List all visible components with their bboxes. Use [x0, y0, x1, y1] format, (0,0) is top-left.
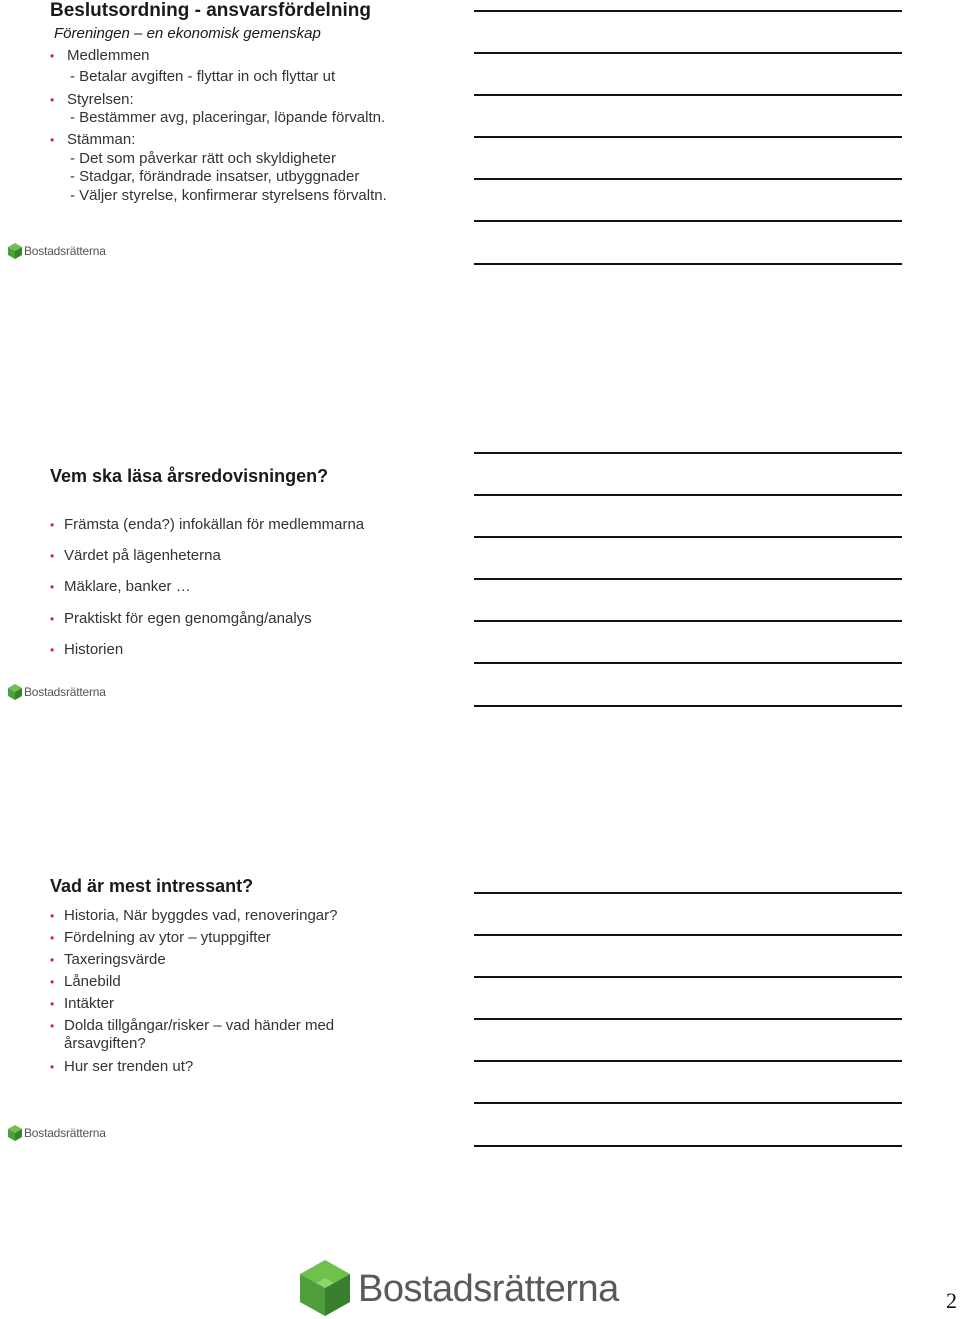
note-line	[474, 1060, 902, 1062]
note-line	[474, 892, 902, 894]
note-line	[474, 536, 902, 538]
note-line	[474, 934, 902, 936]
bullet-icon: •	[50, 49, 55, 63]
bullet-icon: •	[50, 643, 55, 657]
note-line	[474, 136, 902, 138]
note-line	[474, 976, 902, 978]
cube-logo-icon	[8, 1125, 22, 1141]
slide-title: Vad är mest intressant?	[50, 876, 254, 896]
note-line	[474, 620, 902, 622]
note-line	[474, 10, 902, 12]
bullet-icon: •	[50, 580, 55, 594]
bullet-icon: •	[50, 549, 55, 563]
bullet-icon: •	[50, 931, 55, 945]
list-subitem: - Betalar avgiften - flyttar in och flyttar ut	[70, 68, 336, 85]
bullet-icon: •	[50, 1019, 55, 1033]
page-number: 2	[946, 1288, 957, 1313]
note-line	[474, 1145, 902, 1147]
bullet-icon: •	[50, 133, 55, 147]
note-line	[474, 452, 902, 454]
list-subitem: - Väljer styrelse, konfirmerar styrelsens förvaltn.	[70, 187, 387, 204]
bullet-icon: •	[50, 518, 55, 532]
cube-logo-icon	[8, 684, 22, 700]
note-line	[474, 94, 902, 96]
note-line	[474, 1102, 902, 1104]
note-line	[474, 52, 902, 54]
note-line	[474, 578, 902, 580]
note-line	[474, 662, 902, 664]
note-line	[474, 494, 902, 496]
note-line	[474, 1018, 902, 1020]
note-line	[474, 220, 902, 222]
bullet-icon: •	[50, 909, 55, 923]
bullet-icon: •	[50, 1060, 55, 1074]
bullet-icon: •	[50, 612, 55, 626]
bullet-icon: •	[50, 93, 55, 107]
slide-title: Vem ska läsa årsredovisningen?	[50, 466, 329, 486]
footer-brand-logo: Bostadsrätterna	[300, 1260, 620, 1318]
list-subitem: - Bestämmer avg, placeringar, löpande förvaltn.	[70, 109, 386, 126]
bullet-icon: •	[50, 953, 55, 967]
cube-logo-icon	[300, 1260, 350, 1316]
list-subitem: - Det som påverkar rätt och skyldigheter	[70, 150, 336, 167]
slide-title: Beslutsordning - ansvarsfördelning	[50, 0, 371, 21]
list-subitem: - Stadgar, förändrade insatser, utbyggnader	[70, 168, 360, 185]
bullet-icon: •	[50, 975, 55, 989]
note-line	[474, 263, 902, 265]
note-line	[474, 705, 902, 707]
bullet-icon: •	[50, 997, 55, 1011]
note-line	[474, 178, 902, 180]
slide-subtitle: Föreningen – en ekonomisk gemenskap	[54, 25, 321, 42]
cube-logo-icon	[8, 243, 22, 259]
